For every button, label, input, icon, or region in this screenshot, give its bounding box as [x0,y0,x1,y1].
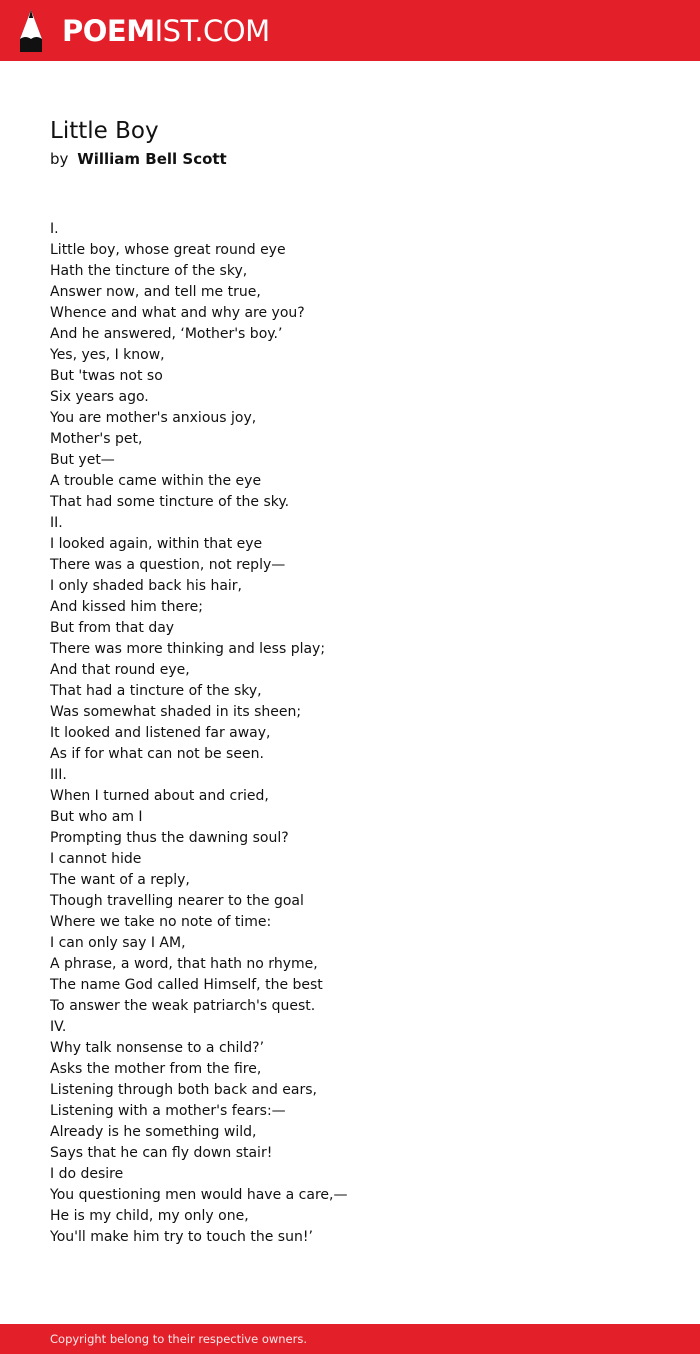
logo-wordmark [62,9,270,53]
poem-line: But yet— [50,452,115,468]
poem-line: Prompting thus the dawning soul? [50,830,289,846]
poem-author[interactable]: William Bell Scott [77,150,227,168]
poem-line: When I turned about and cried, [50,788,269,804]
poem-line: I. [50,221,59,237]
poem-line: Already is he something wild, [50,1124,257,1140]
poem-line: You are mother's anxious joy, [50,410,257,426]
poem-line: You questioning men would have a care,— [50,1187,348,1203]
poem-line: Though travelling nearer to the goal [50,893,304,909]
poem-line: And he answered, ‘Mother's boy.’ [50,326,283,342]
poem-line: I only shaded back his hair, [50,578,243,594]
poem-line: Asks the mother from the fire, [50,1061,262,1077]
poem-line: I looked again, within that eye [50,536,263,552]
poem-line: To answer the weak patriarch's quest. [50,998,316,1014]
poem-line: But who am I [50,809,143,825]
poem-line: I can only say I AM, [50,935,186,951]
poem-line: III. [50,767,67,783]
poem-line: Answer now, and tell me true, [50,284,261,300]
poem-line: The want of a reply, [50,872,190,888]
poem-line: II. [50,515,63,531]
logo-wordmark-bold: POEM [62,14,155,48]
top-bar [0,0,700,61]
poem-line: Where we take no note of time: [50,914,272,930]
poem-line: IV. [50,1019,67,1035]
poem-line: A trouble came within the eye [50,473,262,489]
poem-line: Mother's pet, [50,431,143,447]
poem-line: Why talk nonsense to a child?’ [50,1040,265,1056]
poem-line: He is my child, my only one, [50,1208,249,1224]
poem-line: A phrase, a word, that hath no rhyme, [50,956,318,972]
site-logo[interactable] [18,9,270,53]
poem-line: Yes, yes, I know, [50,347,165,363]
poem-line: Six years ago. [50,389,149,405]
poem-line: Listening through both back and ears, [50,1082,317,1098]
poem-body [50,219,650,1248]
footer [0,1324,700,1354]
poem-line: Whence and what and why are you? [50,305,305,321]
poem-line: And kissed him there; [50,599,203,615]
poem-line: But from that day [50,620,175,636]
logo-wordmark-light: IST.COM [154,14,270,48]
pencil-tip-icon [18,9,44,53]
poem-line: Was somewhat shaded in its sheen; [50,704,302,720]
poem-line: I do desire [50,1166,124,1182]
poem-line: That had a tincture of the sky, [50,683,262,699]
poem-line: It looked and listened far away, [50,725,271,741]
poem-line: But 'twas not so [50,368,163,384]
poem-line: Listening with a mother's fears:— [50,1103,286,1119]
poem-line: I cannot hide [50,851,142,867]
by-label: by [50,150,69,168]
poem-line: Says that he can fly down stair! [50,1145,273,1161]
poem-line: There was a question, not reply— [50,557,286,573]
poem-line: You'll make him try to touch the sun!’ [50,1229,313,1245]
poem-title: Little Boy [50,118,159,144]
poem-line: That had some tincture of the sky. [50,494,290,510]
poem-line: As if for what can not be seen. [50,746,264,762]
poem-line: There was more thinking and less play; [50,641,326,657]
poem-line: And that round eye, [50,662,190,678]
poem-line: The name God called Himself, the best [50,977,323,993]
poem-line: Little boy, whose great round eye [50,242,286,258]
poem-line: Hath the tincture of the sky, [50,263,248,279]
poem-byline [50,148,227,170]
copyright-notice: Copyright belong to their respective owners. [50,1332,308,1346]
